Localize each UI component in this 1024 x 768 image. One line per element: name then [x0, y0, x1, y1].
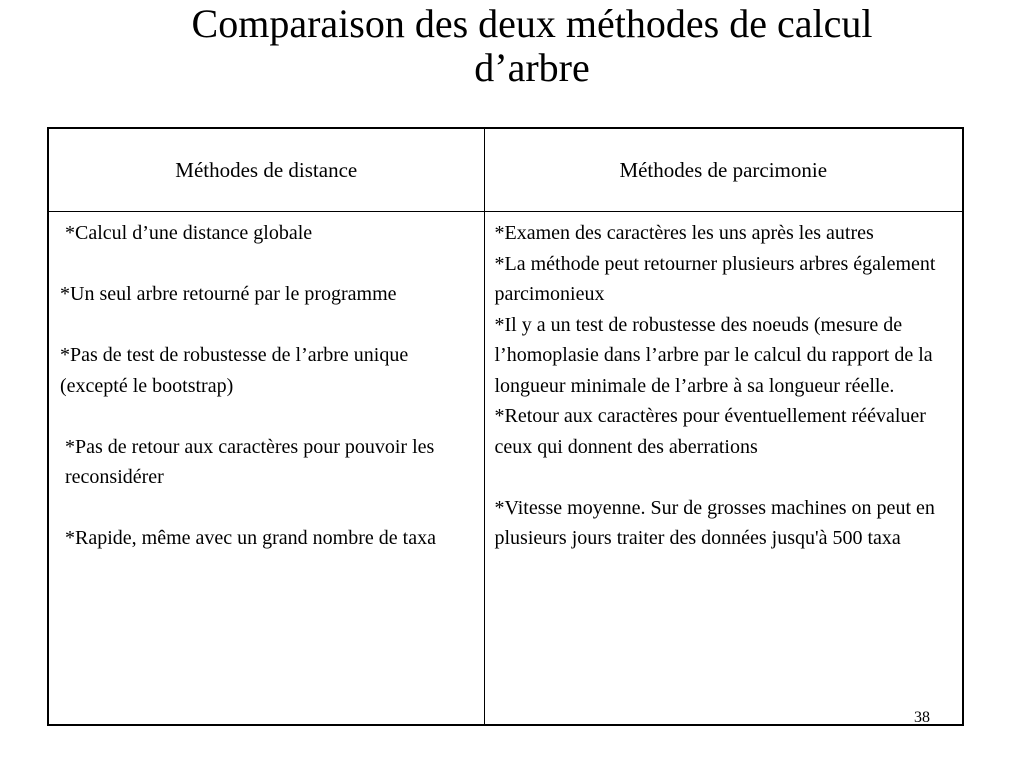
distance-item-fast: *Rapide, même avec un grand nombre de taxa [65, 527, 436, 549]
distance-item-no-robustness-test: *Pas de test de robustesse de l’arbre unique (excepté le bootstrap) [60, 344, 409, 397]
slide-title-line-2: d’arbre [474, 45, 590, 90]
table-header-row [48, 128, 963, 212]
parsimony-methods-cell [484, 212, 963, 726]
header-parsimony-methods: Méthodes de parcimonie [484, 128, 963, 212]
comparison-table [47, 127, 964, 726]
distance-methods-cell [48, 212, 484, 726]
parsimony-item-speed: *Vitesse moyenne. Sur de grosses machines on peut en plusieurs jours traiter des données jusqu'à 500 taxa [494, 496, 935, 549]
distance-item-no-character-return: *Pas de retour aux caractères pour pouvoir les reconsidérer [65, 435, 435, 488]
parsimony-item-character-return: *Retour aux caractères pour éventuellement réévaluer ceux qui donnent des aberrations [494, 405, 926, 458]
header-distance-methods: Méthodes de distance [48, 128, 484, 212]
parsimony-item-robustness-test: *Il y a un test de robustesse des noeuds (mesure de l’homoplasie dans l’arbre par le calcul du rapport de la longueur minimale de l’arbre à sa longueur réelle. [494, 313, 933, 397]
distance-item-single-tree: *Un seul arbre retourné par le programme [60, 283, 397, 305]
slide-title-line-1: Comparaison des deux méthodes de calcul [191, 1, 873, 46]
table-body-row [48, 212, 963, 726]
parsimony-item-character-examination: *Examen des caractères les uns après les autres [494, 222, 874, 244]
page-number: 38 [914, 709, 930, 726]
slide-title [60, 2, 1004, 90]
distance-item-global-distance: *Calcul d’une distance globale [65, 222, 313, 244]
parsimony-item-multiple-trees: *La méthode peut retourner plusieurs arbres également parcimonieux [494, 252, 936, 305]
